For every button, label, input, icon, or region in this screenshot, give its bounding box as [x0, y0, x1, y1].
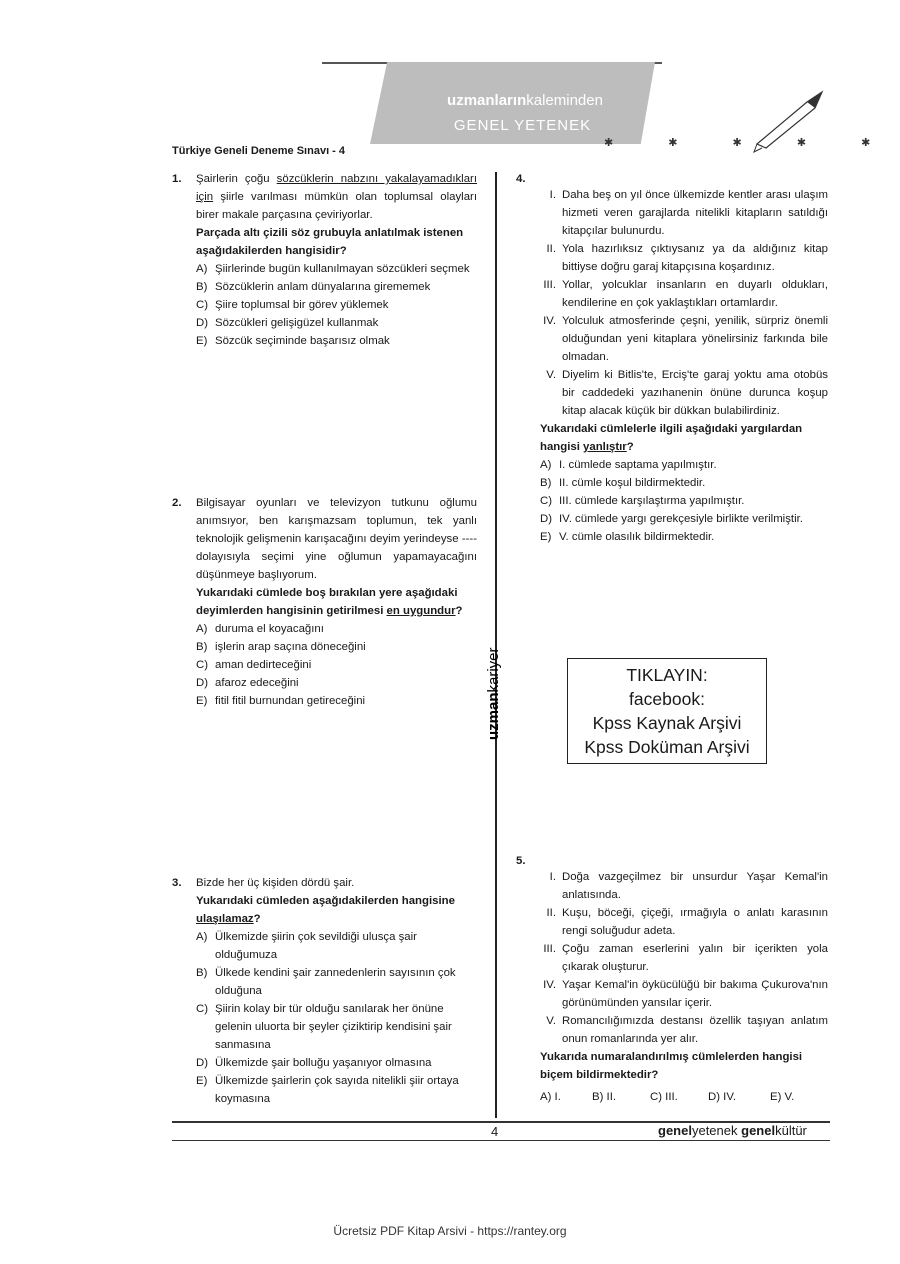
option-letter: E): [196, 335, 208, 347]
option-text: II. cümle koşul bildirmektedir.: [559, 477, 706, 489]
option-text: Şiirlerinde bugün kullanılmayan sözcükleri seçmek: [215, 263, 470, 275]
option-letter: C): [196, 299, 209, 311]
roman-numeral: II.: [546, 243, 556, 255]
option-letter: B): [540, 477, 552, 489]
answer-option[interactable]: [196, 296, 477, 314]
page-number: 4: [491, 1124, 499, 1139]
answer-option[interactable]: A) I.: [540, 1091, 561, 1103]
option-text: Ülkede kendini şair zannedenlerin sayısının çok olduğuna: [215, 967, 456, 997]
answer-option[interactable]: [196, 260, 477, 278]
roman-numeral: II.: [546, 907, 556, 919]
option-text: Ülkemizde şair bolluğu yaşanıyor olmasına: [215, 1057, 432, 1069]
roman-numeral: III.: [543, 943, 556, 955]
option-text: işlerin arap saçına döneceğini: [215, 641, 366, 653]
answer-option[interactable]: [540, 510, 828, 528]
roman-numeral: V.: [546, 1015, 556, 1027]
footer-rule-bottom: [172, 1140, 830, 1141]
option-text: aman dedirteceğini: [215, 659, 312, 671]
roman-numeral: III.: [543, 279, 556, 291]
notice-line: TIKLAYIN:: [626, 665, 708, 685]
answer-option[interactable]: [196, 314, 477, 332]
option-letter: A): [196, 931, 208, 943]
option-letter: A): [196, 623, 208, 635]
option-text: afaroz edeceğini: [215, 677, 299, 689]
decorative-stars: ✱ ✱ ✱ ✱ ✱: [604, 137, 897, 149]
option-text: Ülkemizde şiirin çok sevildiği ulusça şair olduğumuza: [215, 931, 417, 961]
roman-item: [532, 976, 828, 1012]
question-stem: Bizde her üç kişiden dördü şair.: [196, 877, 355, 889]
option-letter: D): [196, 1057, 209, 1069]
roman-text: Daha beş on yıl önce ülkemizde kentler arası ulaşım hizmeti veren garajlarda nitelikli kitapların satıldığı kitapçılar bulunurdu.: [562, 189, 828, 237]
answer-option[interactable]: [196, 332, 477, 350]
roman-text: Kuşu, böceği, çiçeği, ırmağıyla o anlatı karasının rengi soluğudur adeta.: [562, 907, 828, 937]
option-text: V. cümle olasılık bildirmektedir.: [559, 531, 715, 543]
roman-numeral: IV.: [543, 315, 556, 327]
roman-item: [532, 186, 828, 240]
roman-item: [532, 312, 828, 366]
roman-numeral: I.: [549, 871, 556, 883]
answer-option[interactable]: [196, 1072, 477, 1108]
answer-option[interactable]: [540, 528, 828, 546]
option-letter: A): [196, 263, 208, 275]
roman-item: [532, 366, 828, 420]
question-1: [172, 170, 477, 350]
answer-option[interactable]: [196, 656, 477, 674]
option-text: Ülkemizde şairlerin çok sayıda nitelikli şiir ortaya koymasına: [215, 1075, 459, 1105]
question-number: 3.: [172, 877, 182, 889]
notice-line: Kpss Kaynak Arşivi: [592, 713, 742, 733]
answer-option[interactable]: C) III.: [650, 1091, 678, 1103]
answer-option[interactable]: [196, 692, 477, 710]
option-letter: D): [196, 677, 209, 689]
option-text: Sözcükleri gelişigüzel kullanmak: [215, 317, 379, 329]
answer-option[interactable]: [540, 474, 828, 492]
banner-brand: uzmanlarınkaleminden: [447, 92, 603, 109]
answer-option[interactable]: [196, 674, 477, 692]
footer-brand: genelyetenek genelkültür: [658, 1123, 807, 1138]
option-letter: C): [196, 1003, 209, 1015]
question-4: [516, 170, 828, 546]
question-prompt: Yukarıda numaralandırılmış cümlelerden hangisi biçem bildirmektedir?: [540, 1051, 803, 1081]
roman-item: [532, 276, 828, 312]
option-letter: E): [196, 695, 208, 707]
option-text: IV. cümlede yargı gerekçesiyle birlikte verilmiştir.: [559, 513, 803, 525]
roman-text: Çoğu zaman eserlerini yalın bir içerikten yola çıkarak oluşturur.: [562, 943, 828, 973]
option-letter: B): [196, 967, 208, 979]
question-2: [172, 494, 477, 710]
option-text: I. cümlede saptama yapılmıştır.: [559, 459, 717, 471]
option-letter: C): [196, 659, 209, 671]
roman-numeral: I.: [549, 189, 556, 201]
answer-option[interactable]: E) V.: [770, 1091, 795, 1103]
question-3: [172, 874, 477, 1108]
option-letter: E): [196, 1075, 208, 1087]
roman-item: [532, 940, 828, 976]
answer-option[interactable]: [196, 964, 477, 1000]
notice-box[interactable]: [567, 658, 767, 764]
roman-text: Yolculuk atmosferinde çeşni, yenilik, sürpriz önemli olduğundan yeni kitaplara yönelirsiniz farkında bile olmadan.: [562, 315, 828, 363]
question-number: 1.: [172, 173, 182, 185]
roman-numeral: V.: [546, 369, 556, 381]
answer-option[interactable]: [196, 928, 477, 964]
option-text: Sözcük seçiminde başarısız olmak: [215, 335, 390, 347]
option-text: Sözcüklerin anlam dünyalarına girememek: [215, 281, 431, 293]
roman-item: [532, 904, 828, 940]
question-prompt: Parçada altı çizili söz grubuyla anlatılmak istenen aşağıdakilerden hangisidir?: [196, 227, 464, 257]
question-5: [516, 852, 828, 1106]
answer-option[interactable]: [196, 278, 477, 296]
option-text: III. cümlede karşılaştırma yapılmıştır.: [559, 495, 745, 507]
banner-subject: GENEL YETENEK: [453, 117, 592, 134]
answer-option[interactable]: [196, 1000, 477, 1054]
roman-text: Yola hazırlıksız çıktıysanız ya da aldığınız kitap bittiyse doğru garaj kitapçısına koşardınız.: [562, 243, 828, 273]
option-text: fitil fitil burnundan getireceğini: [215, 695, 366, 707]
svg-text:uzmankariyer: uzmankariyer: [485, 647, 502, 740]
roman-text: Doğa vazgeçilmez bir unsurdur Yaşar Kemal'in anlatısında.: [562, 871, 828, 901]
option-letter: D): [196, 317, 209, 329]
roman-item: [532, 240, 828, 276]
question-prompt: Yukarıdaki cümlede boş bırakılan yere aşağıdaki deyimlerden hangisinin getirilmesi en uygundur?: [196, 587, 463, 617]
question-prompt: Yukarıdaki cümleden aşağıdakilerden hangisine ulaşılamaz?: [196, 895, 455, 925]
roman-text: Yaşar Kemal'in öykücülüğü bir bakıma Çukurova'nın görünümünden yansılar içerir.: [562, 979, 828, 1009]
question-stem: Bilgisayar oyunları ve televizyon tutkunu oğlumu anımsıyor, ben karışmazsam toplumun, tek yanlı teknolojik gelişmenin karışacağını deyim yerindeyse ---- dolayısıyla seçimi yine oğlumun yapamayacağını düşünmeye başlıyorum.: [196, 497, 477, 581]
answer-option[interactable]: [196, 638, 477, 656]
roman-item: [532, 1012, 828, 1048]
option-text: duruma el koyacağını: [215, 623, 324, 635]
answer-option[interactable]: [540, 492, 828, 510]
option-letter: C): [540, 495, 553, 507]
option-letter: B): [196, 641, 208, 653]
option-text: Şiirin kolay bir tür olduğu sanılarak her önüne gelenin uluorta bir şeyler çiziktirip kendisini şair sanmasına: [215, 1003, 452, 1051]
answer-option[interactable]: [196, 1054, 477, 1072]
question-number: 4.: [516, 173, 526, 185]
question-number: 2.: [172, 497, 182, 509]
option-letter: B): [196, 281, 208, 293]
answer-option[interactable]: D) IV.: [708, 1091, 737, 1103]
roman-text: Yollar, yolcuklar insanların en duyarlı oldukları, kendilerine en çok yaklaştıkları ortamlardır.: [562, 279, 828, 309]
question-number: 5.: [516, 855, 526, 867]
notice-line: facebook:: [629, 689, 705, 709]
roman-item: [532, 868, 828, 904]
option-letter: A): [540, 459, 552, 471]
answer-option[interactable]: B) II.: [592, 1091, 617, 1103]
option-letter: D): [540, 513, 553, 525]
question-prompt: Yukarıdaki cümlelerle ilgili aşağıdaki yargılardan hangisi yanlıştır?: [540, 423, 803, 453]
question-stem: Şairlerin çoğu sözcüklerin nabzını yakalayamadıkları için şiirle varılması mümkün olan toplumsal olayları birer makale parçasına çeviriyorlar.: [196, 173, 477, 221]
notice-line: Kpss Doküman Arşivi: [584, 737, 750, 757]
option-letter: E): [540, 531, 552, 543]
exam-title: Türkiye Geneli Deneme Sınavı - 4: [172, 145, 346, 157]
roman-numeral: IV.: [543, 979, 556, 991]
answer-option[interactable]: [196, 620, 477, 638]
source-link[interactable]: Ücretsiz PDF Kitap Arsivi - https://rantey.org: [333, 1224, 567, 1238]
option-text: Şiire toplumsal bir görev yüklemek: [215, 299, 389, 311]
roman-text: Diyelim ki Bitlis'te, Erciş'te garaj yoktu ama otobüs bir caddedeki yazıhanenin önüne durunca koşup kitap alacak küçük bir dükkan bulabilirdiniz.: [562, 369, 828, 417]
answer-option[interactable]: [540, 456, 828, 474]
roman-text: Romancılığımızda destansı özellik taşıyan anlatım onun romanlarında yer alır.: [562, 1015, 828, 1045]
